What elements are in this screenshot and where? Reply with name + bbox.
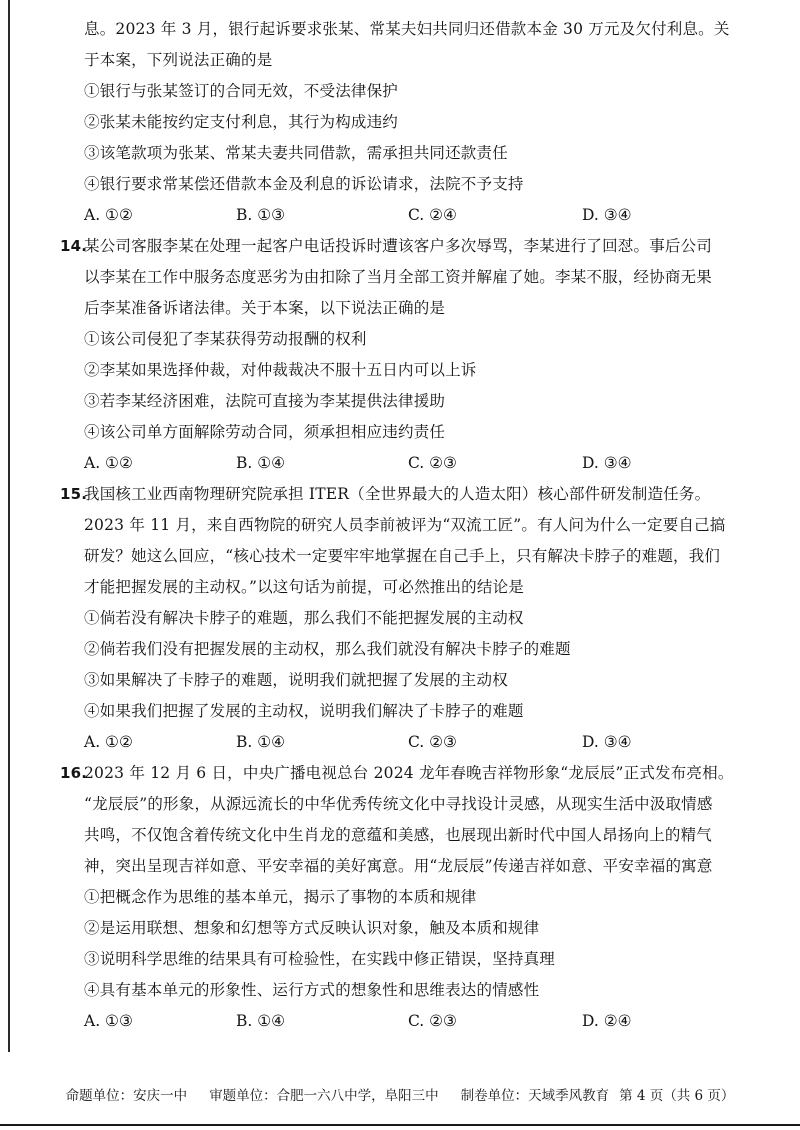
question-text: 某公司客服李某在处理一起客户电话投诉时遭该客户多次辱骂，李某进行了回怼。事后公司 xyxy=(84,237,713,255)
page-bottom-rule xyxy=(0,1124,800,1126)
footer-author-unit: 命题单位：安庆一中 xyxy=(65,1088,188,1104)
question-text-line xyxy=(60,231,784,262)
answer-choice-b: B. ①④ xyxy=(236,1012,286,1030)
option-item: ③如果解决了卡脖子的难题，说明我们就把握了发展的主动权 xyxy=(84,671,508,689)
option-item: ④该公司单方面解除劳动合同，须承担相应违约责任 xyxy=(84,423,446,441)
question-13-tail xyxy=(84,14,784,231)
answer-choice-a: A. ①② xyxy=(84,454,133,472)
option-item: ④具有基本单元的形象性、运行方式的想象性和思维表达的情感性 xyxy=(84,981,540,999)
question-16 xyxy=(60,758,784,1037)
answer-choice-b: B. ①③ xyxy=(236,206,286,224)
footer-review-unit: 审题单位：合肥一六八中学，阜阳三中 xyxy=(209,1088,439,1104)
option-item: ④如果我们把握了发展的主动权，说明我们解决了卡脖子的难题 xyxy=(84,702,524,720)
answer-choice-a: A. ①② xyxy=(84,206,133,224)
option-item: ①把概念作为思维的基本单元，揭示了事物的本质和规律 xyxy=(84,888,477,906)
answer-choices xyxy=(84,448,784,479)
question-text: 我国核工业西南物理研究院承担 ITER（全世界最大的人造太阳）核心部件研发制造任务。 xyxy=(84,485,711,503)
question-text-line: 研发？她这么回应，“核心技术一定要牢牢地掌握在自己手上，只有解决卡脖子的难题，我们 xyxy=(84,547,721,565)
answer-choice-c: C. ②③ xyxy=(408,1012,457,1030)
page-left-rule xyxy=(8,0,10,1052)
footer-page-number: 第 4 页（共 6 页） xyxy=(619,1088,735,1104)
answer-choice-d: D. ③④ xyxy=(582,454,632,472)
answer-choice-c: C. ②③ xyxy=(408,733,457,751)
question-text-line: 息。2023 年 3 月，银行起诉要求张某、常某夫妇共同归还借款本金 30 万元及欠付利息。关 xyxy=(84,20,730,38)
option-item: ③该笔款项为张某、常某夫妻共同借款，需承担共同还款责任 xyxy=(84,144,508,162)
question-text: 2023 年 12 月 6 日，中央广播电视总台 2024 龙年春晚吉祥物形象“龙辰辰”正式发布亮相。 xyxy=(84,764,734,782)
question-text-line xyxy=(60,479,784,510)
exam-content xyxy=(60,14,784,1037)
answer-choice-b: B. ①④ xyxy=(236,733,286,751)
option-item: ①倘若没有解决卡脖子的难题，那么我们不能把握发展的主动权 xyxy=(84,609,524,627)
answer-choice-c: C. ②④ xyxy=(408,206,457,224)
question-text-line: 于本案，下列说法正确的是 xyxy=(84,51,273,69)
question-number: 16. xyxy=(60,764,88,782)
question-text-line: 才能把握发展的主动权。”以这句话为前提，可必然推出的结论是 xyxy=(84,578,524,596)
answer-choices xyxy=(84,727,784,758)
question-number: 15. xyxy=(60,485,88,503)
option-item: ②李某如果选择仲裁，对仲裁裁决不服十五日内可以上诉 xyxy=(84,361,477,379)
option-item: ②倘若我们没有把握发展的主动权，那么我们就没有解决卡脖子的难题 xyxy=(84,640,571,658)
answer-choice-c: C. ②③ xyxy=(408,454,457,472)
answer-choice-a: A. ①② xyxy=(84,733,133,751)
answer-choice-d: D. ②④ xyxy=(582,1012,632,1030)
question-text-line: 共鸣，不仅饱含着传统文化中生肖龙的意蕴和美感，也展现出新时代中国人昂扬向上的精气 xyxy=(84,826,713,844)
option-item: ②是运用联想、想象和幻想等方式反映认识对象，触及本质和规律 xyxy=(84,919,540,937)
answer-choice-b: B. ①④ xyxy=(236,454,286,472)
option-item: ②张某未能按约定支付利息，其行为构成违约 xyxy=(84,113,399,131)
option-item: ①银行与张某签订的合同无效，不受法律保护 xyxy=(84,82,399,100)
question-text-line: “龙辰辰”的形象，从源远流长的中华优秀传统文化中寻找设计灵感，从现实生活中汲取情感 xyxy=(84,795,713,813)
answer-choices xyxy=(84,200,784,231)
question-number: 14. xyxy=(60,237,88,255)
answer-choice-d: D. ③④ xyxy=(582,206,632,224)
answer-choice-d: D. ③④ xyxy=(582,733,632,751)
question-15 xyxy=(60,479,784,758)
answer-choices xyxy=(84,1006,784,1037)
question-14 xyxy=(60,231,784,479)
question-text-line: 2023 年 11 月，来自西物院的研究人员李前被评为“双流工匠”。有人问为什么一定要自己搞 xyxy=(84,516,726,534)
answer-choice-a: A. ①③ xyxy=(84,1012,133,1030)
question-text-line xyxy=(60,758,784,789)
option-item: ③若李某经济困难，法院可直接为李某提供法律援助 xyxy=(84,392,446,410)
option-item: ③说明科学思维的结果具有可检验性，在实践中修正错误，坚持真理 xyxy=(84,950,556,968)
page-footer xyxy=(0,1086,800,1106)
question-text-line: 后李某准备诉诸法律。关于本案，以下说法正确的是 xyxy=(84,299,446,317)
question-text-line: 以李某在工作中服务态度恶劣为由扣除了当月全部工资并解雇了她。李某不服，经协商无果 xyxy=(84,268,713,286)
option-item: ④银行要求常某偿还借款本金及利息的诉讼请求，法院不予支持 xyxy=(84,175,524,193)
question-text-line: 神，突出呈现吉祥如意、平安幸福的美好寓意。用“龙辰辰”传递吉祥如意、平安幸福的寓意 xyxy=(84,857,713,875)
footer-print-unit: 制卷单位：天域季风教育 xyxy=(460,1088,610,1104)
option-item: ①该公司侵犯了李某获得劳动报酬的权利 xyxy=(84,330,367,348)
